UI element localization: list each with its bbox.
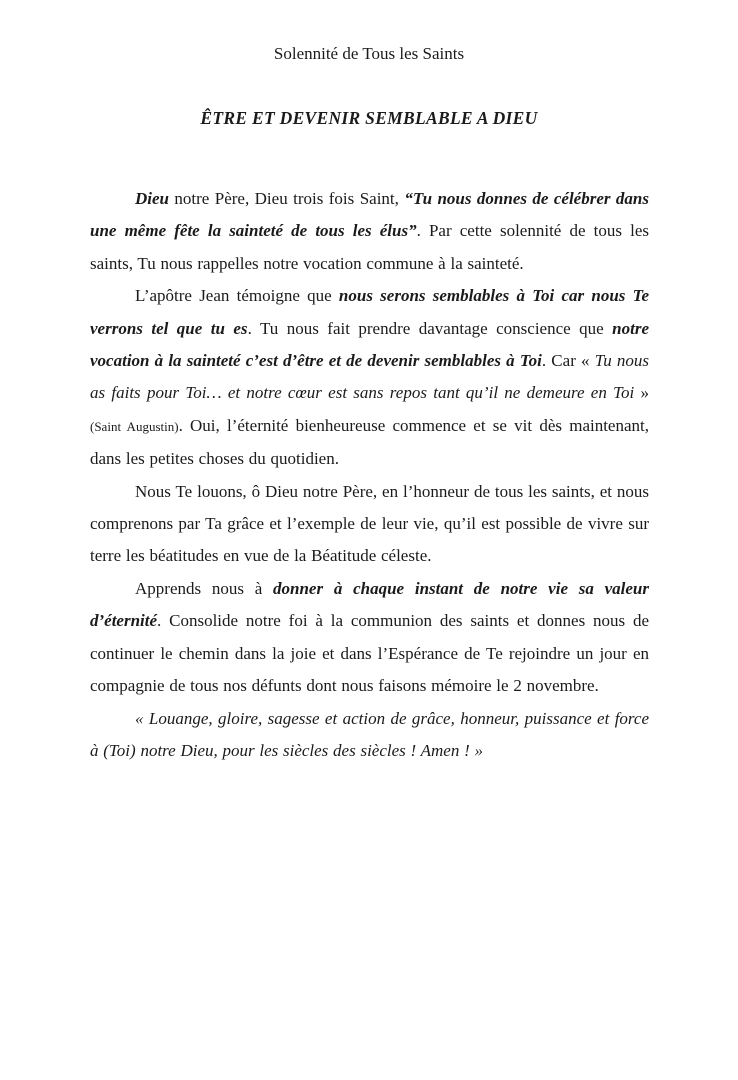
text-run: Tu nous as faits pour Toi… et notre cœur est sans repos tant qu’il ne demeure en Toi: [90, 351, 650, 403]
paragraph: [90, 573, 649, 703]
paragraph: [90, 476, 649, 573]
text-run: “Tu nous donnes de célébrer dans une même fête la sainteté de tous les élus”: [90, 189, 649, 241]
text-run: (Saint Augustin): [90, 418, 179, 434]
text-run: notre vocation à la sainteté c’est d’être et de devenir semblables à Toi: [90, 318, 649, 371]
paragraph: [90, 703, 649, 768]
text-run: donner à chaque instant de notre vie sa valeur d’éternité: [90, 578, 649, 631]
document-body: [90, 183, 649, 767]
text-run: Dieu: [135, 189, 169, 208]
text-run: . Car «: [541, 351, 595, 371]
document-title: ÊTRE ET DEVENIR SEMBLABLE A DIEU: [200, 108, 538, 128]
document-header: Solennité de Tous les Saints: [273, 44, 465, 63]
text-run: . Oui, l’éternité bienheureuse commence et se vit dès maintenant, dans les petites choses du quotidien.: [90, 415, 649, 469]
text-run: . Tu nous fait prendre davantage conscience que: [247, 318, 613, 338]
text-run: . Par cette solennité de tous les saints, Tu nous rappelles notre vocation commune à la sainteté.: [90, 221, 649, 273]
text-run: . Consolide notre foi à la communion des saints et donnes nous de continuer le chemin dans la joie et dans l’Espérance de Te rejoindre un jour en compagnie de tous nos défunts dont nous faisons mémoire le 2 novembre.: [90, 611, 649, 696]
text-run: « Louange, gloire, sagesse et action de grâce, honneur, puissance et force à (Toi) notre Dieu, pour les siècles des siècles ! Amen ! »: [90, 708, 649, 760]
text-run: notre Père, Dieu trois fois Saint,: [169, 189, 405, 208]
paragraph: [90, 183, 649, 280]
paragraph: [90, 280, 649, 475]
text-run: Apprends nous à: [135, 578, 274, 598]
text-run: nous serons semblables à Toi car nous Te verrons tel que tu es: [90, 286, 649, 338]
text-run: Nous Te louons, ô Dieu notre Père, en l’honneur de tous les saints, et nous comprenons par Ta grâce et l’exemple de leur vie, qu’il est possible de vivre sur terre les béatitudes en vue de la Béatitude céleste.: [90, 481, 649, 566]
text-run: »: [634, 383, 650, 403]
text-run: L’apôtre Jean témoigne que: [135, 286, 339, 306]
